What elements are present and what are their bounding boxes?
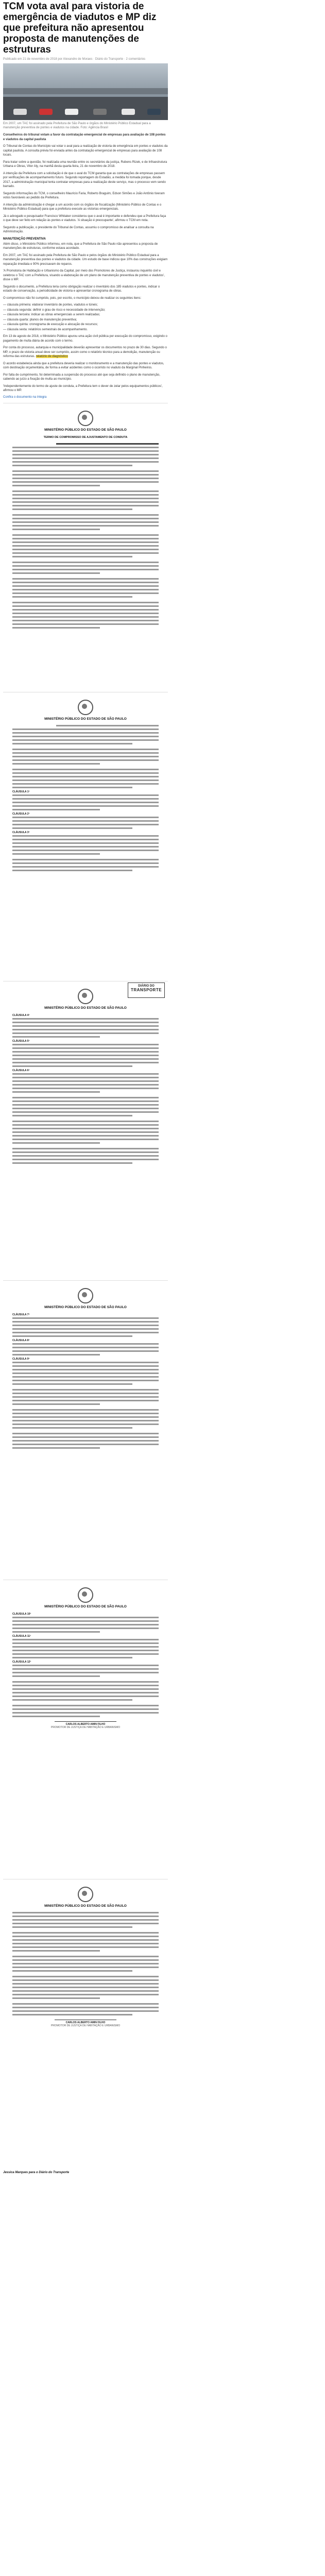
document-page bbox=[3, 981, 168, 1280]
car-shape bbox=[65, 109, 78, 115]
text-block bbox=[3, 443, 168, 629]
hero-caption: Em 2007, um TAC foi assinado pela Prefeitura de São Paulo e órgãos do Ministério Público Estadual para a manutenção preventiva de pontes e viadutos na cidade. Foto: Agência Brasil bbox=[3, 122, 151, 129]
clause-heading: CLÁUSULA 2ª bbox=[12, 812, 30, 816]
car-shape bbox=[147, 109, 161, 115]
clause-heading: CLÁUSULA 10ª bbox=[12, 1612, 31, 1616]
highlighted-text: relatório de diagnóstico bbox=[36, 355, 68, 358]
signer-role: PROMOTOR DE JUSTIÇA DE HABITAÇÃO E URBANISMO bbox=[50, 2024, 121, 2027]
list-item: — cláusula quinta: cronograma de execução e alocação de recursos; bbox=[3, 323, 98, 326]
newspaper-logo bbox=[128, 982, 165, 998]
clause-heading: CLÁUSULA 7ª bbox=[12, 1313, 30, 1316]
paragraph: Para tratar sobre a questão, foi realizada uma reunião entre os secretários da justiça, Rubens Rizek, e de Infraestrutura Urbana e Obras, Vitor Aly, na manhã desta quarta-feira, 21 de novembro de 2018. bbox=[3, 160, 167, 168]
list-item: — cláusula segunda: definir o grau de risco e necessidade de intervenção; bbox=[3, 308, 106, 312]
seal-icon bbox=[78, 1887, 93, 1902]
document-page bbox=[3, 1280, 168, 1580]
car-shape bbox=[93, 109, 107, 115]
list-item: — cláusula quarta: planos de manutenção preventiva; bbox=[3, 318, 77, 321]
seal-icon bbox=[78, 700, 93, 715]
paragraph bbox=[3, 346, 168, 359]
org-name: MINISTÉRIO PÚBLICO DO ESTADO DE SÃO PAULO bbox=[44, 717, 127, 721]
paragraph: A intenção da Prefeitura com a solicitação é de que o aval do TCM garanta que as contratações de empresas passem por verificações de acompanhamento futuro. Segundo reportagem do Estadão, a medida foi tomada porque, desde 2017, a administração municipal tenta contratar empresas para a realização deste serviço, mas o processo vem sendo barrado. bbox=[3, 172, 166, 188]
org-name: MINISTÉRIO PÚBLICO DO ESTADO DE SÃO PAULO bbox=[44, 1604, 127, 1608]
clause-heading: CLÁUSULA 4ª bbox=[12, 1013, 30, 1017]
article-credit: Jessica Marques para o Diário do Transporte bbox=[3, 2171, 70, 2174]
bullet-list bbox=[3, 303, 168, 332]
text-block bbox=[3, 1613, 168, 1717]
bridge-shape bbox=[3, 88, 168, 94]
text-block bbox=[3, 725, 168, 871]
signer-role: PROMOTOR DE JUSTIÇA DE HABITAÇÃO E URBANISMO bbox=[50, 1725, 121, 1729]
paragraph-text: Por conta do processo, autarquia e municipalidade deverão apresentar os documentos no prazo de 30 dias. Segundo o MP, o prazo de vistoria anual deve ser cumprido, assim como o relatório técnico para a demolição, manutenção ou reforma das estruturas. bbox=[3, 346, 167, 358]
seal-icon bbox=[78, 1587, 93, 1603]
clause-heading: CLÁUSULA 1ª bbox=[12, 790, 30, 793]
car-shape bbox=[13, 109, 27, 115]
clause-heading: CLÁUSULA 12ª bbox=[12, 1660, 31, 1664]
document-page bbox=[3, 1580, 168, 1879]
text-block bbox=[3, 1014, 168, 1164]
document-page bbox=[3, 403, 168, 692]
seal-icon bbox=[78, 989, 93, 1004]
org-name: MINISTÉRIO PÚBLICO DO ESTADO DE SÃO PAULO bbox=[44, 428, 127, 432]
document-page bbox=[3, 692, 168, 981]
hero-image bbox=[3, 63, 168, 120]
paragraph: 'A Promotoria de Habitação e Urbanismo da Capital, por meio dos Promotores de Justiça, instaurou inquérito civil e celebrou o TAC com a Prefeitura, visando a elaboração de um plano de manutenção preventiva de pontes e viadutos', disse o MP. bbox=[3, 269, 165, 281]
article-title: TCM vota aval para vistoria de emergência de viadutos e MP diz que prefeitura não apresentou proposta de manutenções de estruturas bbox=[3, 1, 157, 55]
paragraph: Já o advogado e pesquisador Francisco Whitaker considerou que o aval é importante e defendeu que a Prefeitura faça o que deve ser feito em relação às pontes e viadutos. 'A situação é preocupante', afirmou o TCM em nota. bbox=[3, 214, 166, 222]
clause-heading: CLÁUSULA 3ª bbox=[12, 831, 30, 834]
paragraph: Conselheiros do tribunal votam a favor da contratação emergencial de empresas para avaliação de 108 pontes e viadutos da capital paulista bbox=[3, 133, 166, 141]
car-shape bbox=[122, 109, 135, 115]
byline: Publicado em 21 de novembro de 2018 por Alexandre de Moraes · Diário do Transporte · 2 comentários bbox=[3, 58, 146, 61]
seal-icon bbox=[78, 1288, 93, 1303]
list-item: — cláusula terceira: indicar as obras emergenciais a serem realizadas; bbox=[3, 313, 100, 316]
clause-heading: CLÁUSULA 5ª bbox=[12, 1039, 30, 1043]
logo-text-top: DIÁRIO DO bbox=[138, 984, 155, 988]
paragraph: Em 13 de agosto de 2018, o Ministério Público apurou uma ação civil pública por execução do compromisso, exigindo o pagamento de multa diária de acordo com o termo. bbox=[3, 335, 167, 343]
clause-heading: CLÁUSULA 6ª bbox=[12, 1069, 30, 1072]
document-page bbox=[3, 1879, 168, 2168]
logo-text-bottom: TRANSPORTE bbox=[130, 987, 162, 992]
road-shape bbox=[3, 97, 168, 120]
paragraph: O Tribunal de Contas do Município vai votar o aval para a realização de vistoria de emergência em pontes e viadutos da capital paulista. A consulta prévia foi enviada antes da contratação emergencial de empresas para avaliação de 108 locais. bbox=[3, 145, 168, 157]
signer-name: CARLOS ALBERTO AMIN FILHO bbox=[65, 1722, 106, 1726]
org-name: MINISTÉRIO PÚBLICO DO ESTADO DE SÃO PAULO bbox=[44, 1305, 127, 1309]
paragraph: Além disso, o Ministério Público informou, em nota, que a Prefeitura de São Paulo não apresentou a proposta de manutenções de estruturas, conforme estava acordado. bbox=[3, 242, 158, 250]
document-link[interactable]: Confira o documento na íntegra bbox=[3, 395, 47, 399]
list-item: — cláusula sexta: relatórios semestrais de acompanhamento. bbox=[3, 328, 88, 331]
paragraph: A intenção da administração é chegar a um acordo com os órgãos de fiscalização (Ministério Público de Contas e o Ministério Público Estadual) para que a prefeitura execute as vistorias emergenciais. bbox=[3, 203, 162, 211]
car-shape bbox=[39, 109, 53, 115]
section-heading: MANUTENÇÃO PREVENTIVA bbox=[3, 237, 46, 241]
paragraph: Segundo informações do TCM, o conselheiro Maurício Faria, Roberto Braguim, Edson Simões e João Antônio tiveram votos favoráveis ao pedido da Prefeitura. bbox=[3, 192, 165, 199]
paragraph: O compromisso não foi cumprido, pois, por escrito, o município deixou de realizar os seguintes itens: bbox=[3, 296, 142, 300]
paragraph: Em 2007, um TAC foi assinado pela Prefeitura de São Paulo e pelos órgãos do Ministério Público Estadual para a manutenção preventiva das pontes e viadutos da cidade. Um estudo de base indicou que 10% das construções exigiam reparação imediata e 90% precisavam de reparos. bbox=[3, 253, 168, 266]
seal-icon bbox=[78, 411, 93, 426]
paragraph: 'Independentemente do termo de ajuste de conduta, a Prefeitura tem o dever de zelar pelos equipamentos públicos', afirmou o MP. bbox=[3, 384, 163, 392]
text-block bbox=[3, 1313, 168, 1449]
clause-heading: CLÁUSULA 8ª bbox=[12, 1338, 30, 1342]
paragraph: O acordo estabelecia ainda que a prefeitura deveria realizar o monitoramento e a manutenção das pontes e viadutos, com destinação orçamentária, de forma a evitar acidentes como o ocorrido no viaduto da Marginal Pinheiros. bbox=[3, 362, 164, 369]
list-item: — cláusula primeira: elaborar inventário de pontes, viadutos e túneis; bbox=[3, 303, 98, 307]
doc-title: TERMO DE COMPROMISSO DE AJUSTAMENTO DE CONDUTA bbox=[43, 435, 128, 439]
paragraph: Por falta de cumprimento, foi determinada a suspensão do processo até que seja definido o plano de manutenção, cabendo ao juízo a fixação de multa ao município. bbox=[3, 373, 160, 381]
clause-heading: CLÁUSULA 11ª bbox=[12, 1634, 31, 1638]
signer-name: CARLOS ALBERTO AMIN FILHO bbox=[65, 2021, 106, 2024]
org-name: MINISTÉRIO PÚBLICO DO ESTADO DE SÃO PAULO bbox=[44, 1904, 127, 1908]
text-block bbox=[3, 1912, 168, 2015]
article bbox=[3, 0, 168, 2174]
signature-line bbox=[55, 1721, 116, 1722]
paragraph: Segundo o documento, a Prefeitura teria como obrigação realizar o inventário dos 185 viadutos e pontes, indicar o estado de conservação, a periodicidade de vistoria e apresentar cronograma de obras. bbox=[3, 285, 160, 293]
org-name: MINISTÉRIO PÚBLICO DO ESTADO DE SÃO PAULO bbox=[44, 1006, 127, 1010]
clause-heading: CLÁUSULA 9ª bbox=[12, 1357, 30, 1361]
paragraph: Segundo a publicação, o presidente do Tribunal de Contas, assumiu o compromisso de analisar a consulta na Administração. bbox=[3, 226, 154, 233]
